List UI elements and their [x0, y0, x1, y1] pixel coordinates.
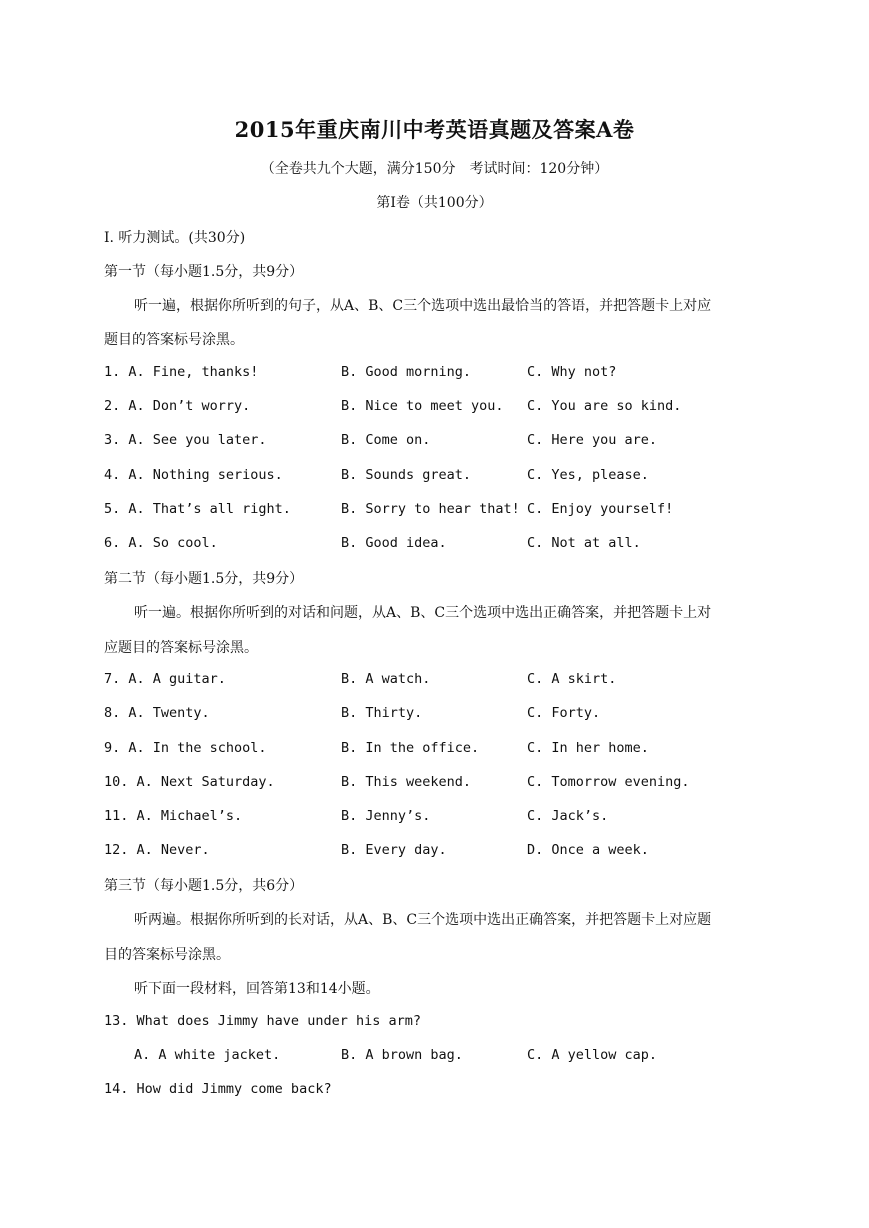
question-10-option-b: B. This weekend.: [341, 774, 472, 790]
question-13-option-c: C. A yellow cap.: [527, 1047, 658, 1063]
question-4-option-b: B. Sounds great.: [341, 467, 472, 483]
material-note: 听下面一段材料，回答第13和14小题。: [134, 981, 380, 997]
section3-heading: 第三节（每小题1.5分，共6分）: [104, 878, 304, 894]
question-9-option-a: 9. A. In the school.: [104, 740, 267, 756]
question-13-stem: 13. What does Jimmy have under his arm?: [104, 1013, 421, 1029]
question-8-option-b: B. Thirty.: [341, 705, 423, 721]
question-12-option-a: 12. A. Never.: [104, 842, 210, 858]
question-13-option-a: A. A white jacket.: [134, 1047, 281, 1063]
question-7-option-c: C. A skirt.: [527, 671, 617, 687]
exam-subtitle: （全卷共九个大题，满分150分 考试时间：120分钟）: [260, 161, 609, 177]
question-3-option-b: B. Come on.: [341, 432, 431, 448]
question-11-option-c: C. Jack’s.: [527, 808, 609, 824]
question-5-option-b: B. Sorry to hear that!: [341, 501, 520, 517]
question-4-option-c: C. Yes, please.: [527, 467, 649, 483]
section2-heading: 第二节（每小题1.5分，共9分）: [104, 571, 304, 587]
section1-heading: 第一节（每小题1.5分，共9分）: [104, 264, 304, 280]
question-3-option-a: 3. A. See you later.: [104, 432, 267, 448]
section2-instruction: 听一遍。根据你所听到的对话和问题，从A、B、C三个选项中选出正确答案，并把答题卡上对: [134, 605, 712, 621]
question-8-option-a: 8. A. Twenty.: [104, 705, 210, 721]
question-11-option-b: B. Jenny’s.: [341, 808, 431, 824]
question-12-option-d: D. Once a week.: [527, 842, 649, 858]
question-6-option-c: C. Not at all.: [527, 535, 641, 551]
question-9-option-b: B. In the office.: [341, 740, 480, 756]
question-9-option-c: C. In her home.: [527, 740, 649, 756]
question-5-option-a: 5. A. That’s all right.: [104, 501, 291, 517]
section2-instruction-cont: 应题目的答案标号涂黑。: [104, 640, 258, 656]
question-2-option-c: C. You are so kind.: [527, 398, 682, 414]
part1-heading: I. 听力测试。(共30分): [104, 230, 246, 246]
question-2-option-b: B. Nice to meet you.: [341, 398, 504, 414]
question-10-option-c: C. Tomorrow evening.: [527, 774, 690, 790]
question-1-option-b: B. Good morning.: [341, 364, 472, 380]
question-4-option-a: 4. A. Nothing serious.: [104, 467, 283, 483]
volume-heading: 第Ⅰ卷（共100分）: [376, 195, 493, 211]
section3-instruction: 听两遍。根据你所听到的长对话，从A、B、C三个选项中选出正确答案，并把答题卡上对应题: [134, 912, 712, 928]
question-6-option-b: B. Good idea.: [341, 535, 447, 551]
section1-instruction: 听一遍，根据你所听到的句子，从A、B、C三个选项中选出最恰当的答语，并把答题卡上对应: [134, 298, 712, 314]
question-11-option-a: 11. A. Michael’s.: [104, 808, 243, 824]
question-13-option-b: B. A brown bag.: [341, 1047, 463, 1063]
section3-instruction-cont: 目的答案标号涂黑。: [104, 947, 230, 963]
question-10-option-a: 10. A. Next Saturday.: [104, 774, 275, 790]
question-7-option-b: B. A watch.: [341, 671, 431, 687]
question-14-stem: 14. How did Jimmy come back?: [104, 1081, 332, 1097]
question-8-option-c: C. Forty.: [527, 705, 601, 721]
question-5-option-c: C. Enjoy yourself!: [527, 501, 674, 517]
question-2-option-a: 2. A. Don’t worry.: [104, 398, 251, 414]
question-1-option-a: 1. A. Fine, thanks!: [104, 364, 259, 380]
question-12-option-b: B. Every day.: [341, 842, 447, 858]
page-title: 2015年重庆南川中考英语真题及答案A卷: [234, 117, 635, 142]
section1-instruction-cont: 题目的答案标号涂黑。: [104, 332, 244, 348]
question-3-option-c: C. Here you are.: [527, 432, 658, 448]
question-6-option-a: 6. A. So cool.: [104, 535, 218, 551]
question-1-option-c: C. Why not?: [527, 364, 617, 380]
question-7-option-a: 7. A. A guitar.: [104, 671, 226, 687]
